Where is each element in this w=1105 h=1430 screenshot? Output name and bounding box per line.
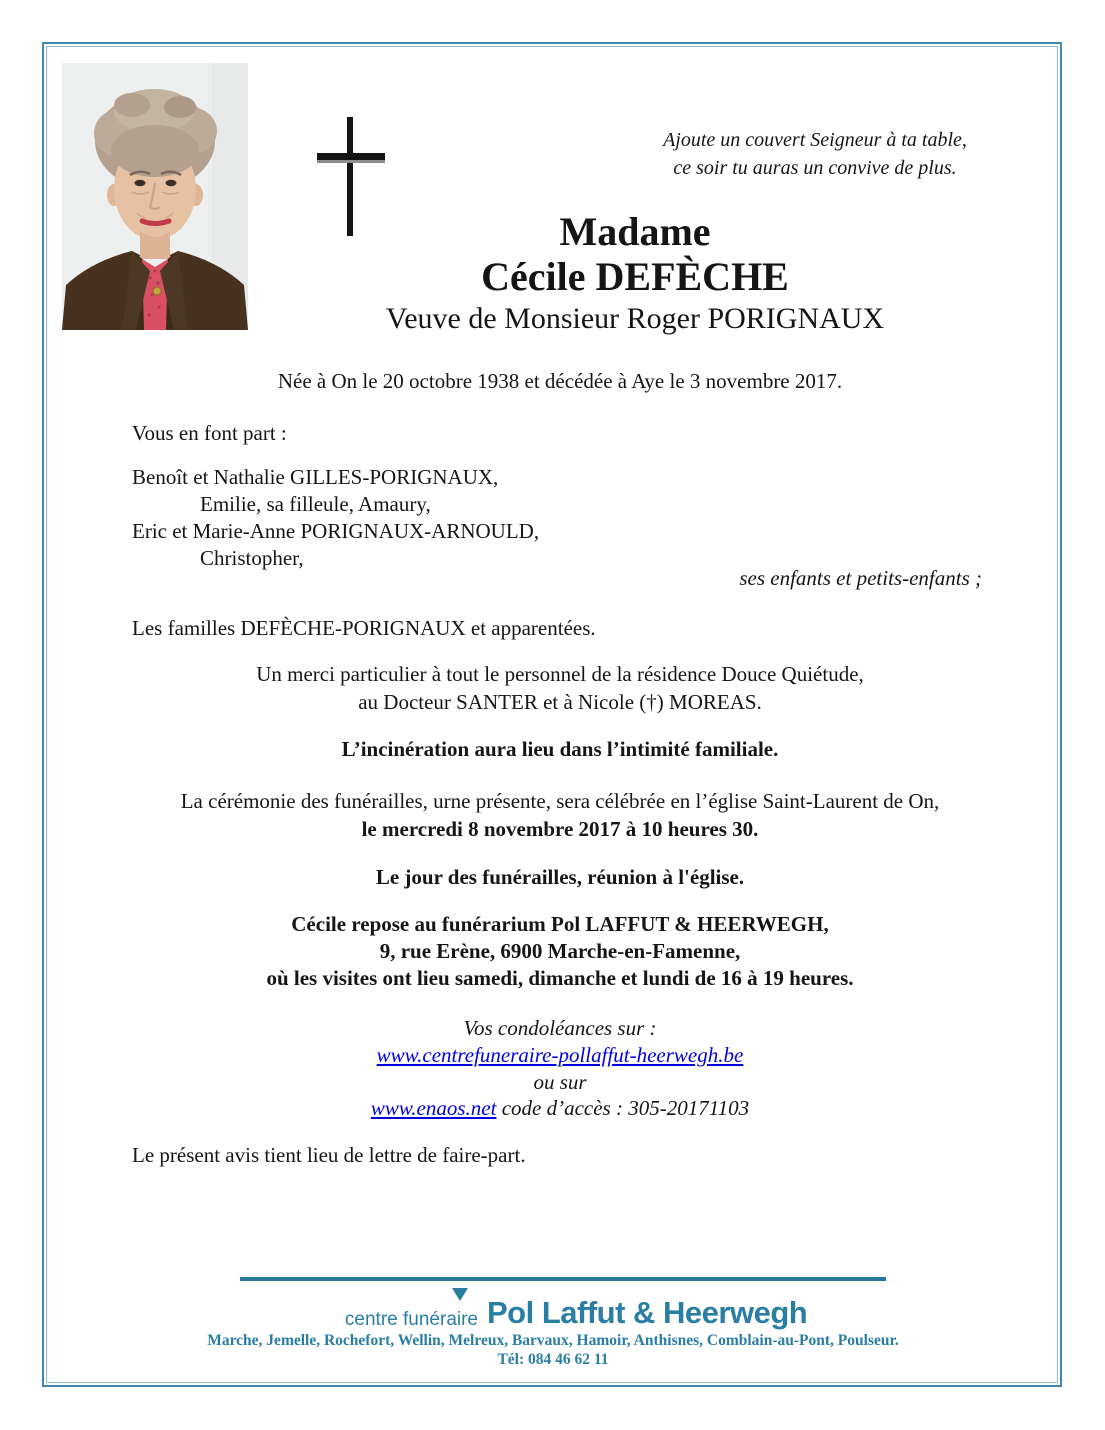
page-title: Madame: [559, 209, 711, 254]
condolences-intro: Vos condoléances sur :: [463, 1016, 657, 1040]
thanks-line-2: au Docteur SANTER et à Nicole (†) MOREAS.: [358, 690, 762, 714]
deceased-name: Cécile DEFÈCHE: [481, 254, 789, 299]
notice-line: Le présent avis tient lieu de lettre de faire-part.: [132, 1143, 526, 1167]
condolences-link-2[interactable]: www.enaos.net: [370, 1096, 497, 1121]
families-line: Les familles DEFÈCHE-PORIGNAUX et apparentées.: [132, 616, 596, 640]
access-code: code d’accès : 305-20171103: [496, 1096, 750, 1121]
cross-horizontal-bar: [317, 153, 385, 163]
relation-line: ses enfants et petits-enfants ;: [739, 566, 982, 590]
quote-line-2: ce soir tu auras un convive de plus.: [673, 157, 957, 179]
triangle-down-icon: [452, 1288, 468, 1301]
portrait-photo: [62, 63, 248, 330]
footer-cities: Marche, Jemelle, Rochefort, Wellin, Melreux, Barvaux, Hamoir, Anthisnes, Comblain-au-Pont, Poulseur.: [207, 1332, 899, 1349]
quote: [600, 126, 1030, 182]
condolences-link-1[interactable]: www.centrefuneraire-pollaffut-heerwegh.be: [376, 1042, 744, 1067]
repose-line-2: 9, rue Erène, 6900 Marche-en-Famenne,: [379, 939, 741, 963]
family-line: Emilie, sa filleule, Amaury,: [200, 492, 431, 516]
footer-phone: Tél: 084 46 62 11: [497, 1351, 609, 1368]
repose-block: [60, 911, 1060, 992]
quote-line-1: Ajoute un couvert Seigneur à ta table,: [663, 129, 967, 151]
ceremony-line-1: La cérémonie des funérailles, urne présente, sera célébrée en l’église Saint-Laurent de On,: [180, 789, 940, 813]
title-block: [250, 210, 1020, 338]
brand-large: Pol Laffut & Heerwegh: [487, 1295, 808, 1330]
ceremony-line-2: le mercredi 8 novembre 2017 à 10 heures 30.: [361, 817, 759, 841]
family-line: Eric et Marie-Anne PORIGNAUX-ARNOULD,: [132, 519, 540, 543]
thanks-line-1: Un merci particulier à tout le personnel de la résidence Douce Quiétude,: [256, 662, 864, 686]
birth-death-line: Née à On le 20 octobre 1938 et décédée à Aye le 3 novembre 2017.: [277, 369, 843, 393]
repose-line-1: Cécile repose au funérarium Pol LAFFUT & HEERWEGH,: [291, 912, 829, 936]
thanks-block: [60, 660, 1060, 716]
family-list: [132, 464, 932, 572]
footer-rule: [240, 1277, 886, 1281]
condolences-block: [60, 1015, 1060, 1122]
repose-line-3: où les visites ont lieu samedi, dimanche et lundi de 16 à 19 heures.: [266, 966, 854, 990]
ceremony-block: [60, 787, 1060, 843]
family-line: Benoît et Nathalie GILLES-PORIGNAUX,: [132, 465, 499, 489]
family-line: Christopher,: [200, 546, 304, 570]
condolences-or: ou sur: [533, 1069, 587, 1094]
meeting-line: Le jour des funérailles, réunion à l'église.: [375, 865, 745, 889]
widow-subtitle: Veuve de Monsieur Roger PORIGNAUX: [385, 302, 885, 335]
cremation-line: L’incinération aura lieu dans l’intimité familiale.: [341, 737, 779, 761]
brand-small: centre funéraire: [344, 1309, 478, 1330]
announcement-intro: Vous en font part :: [132, 421, 287, 445]
